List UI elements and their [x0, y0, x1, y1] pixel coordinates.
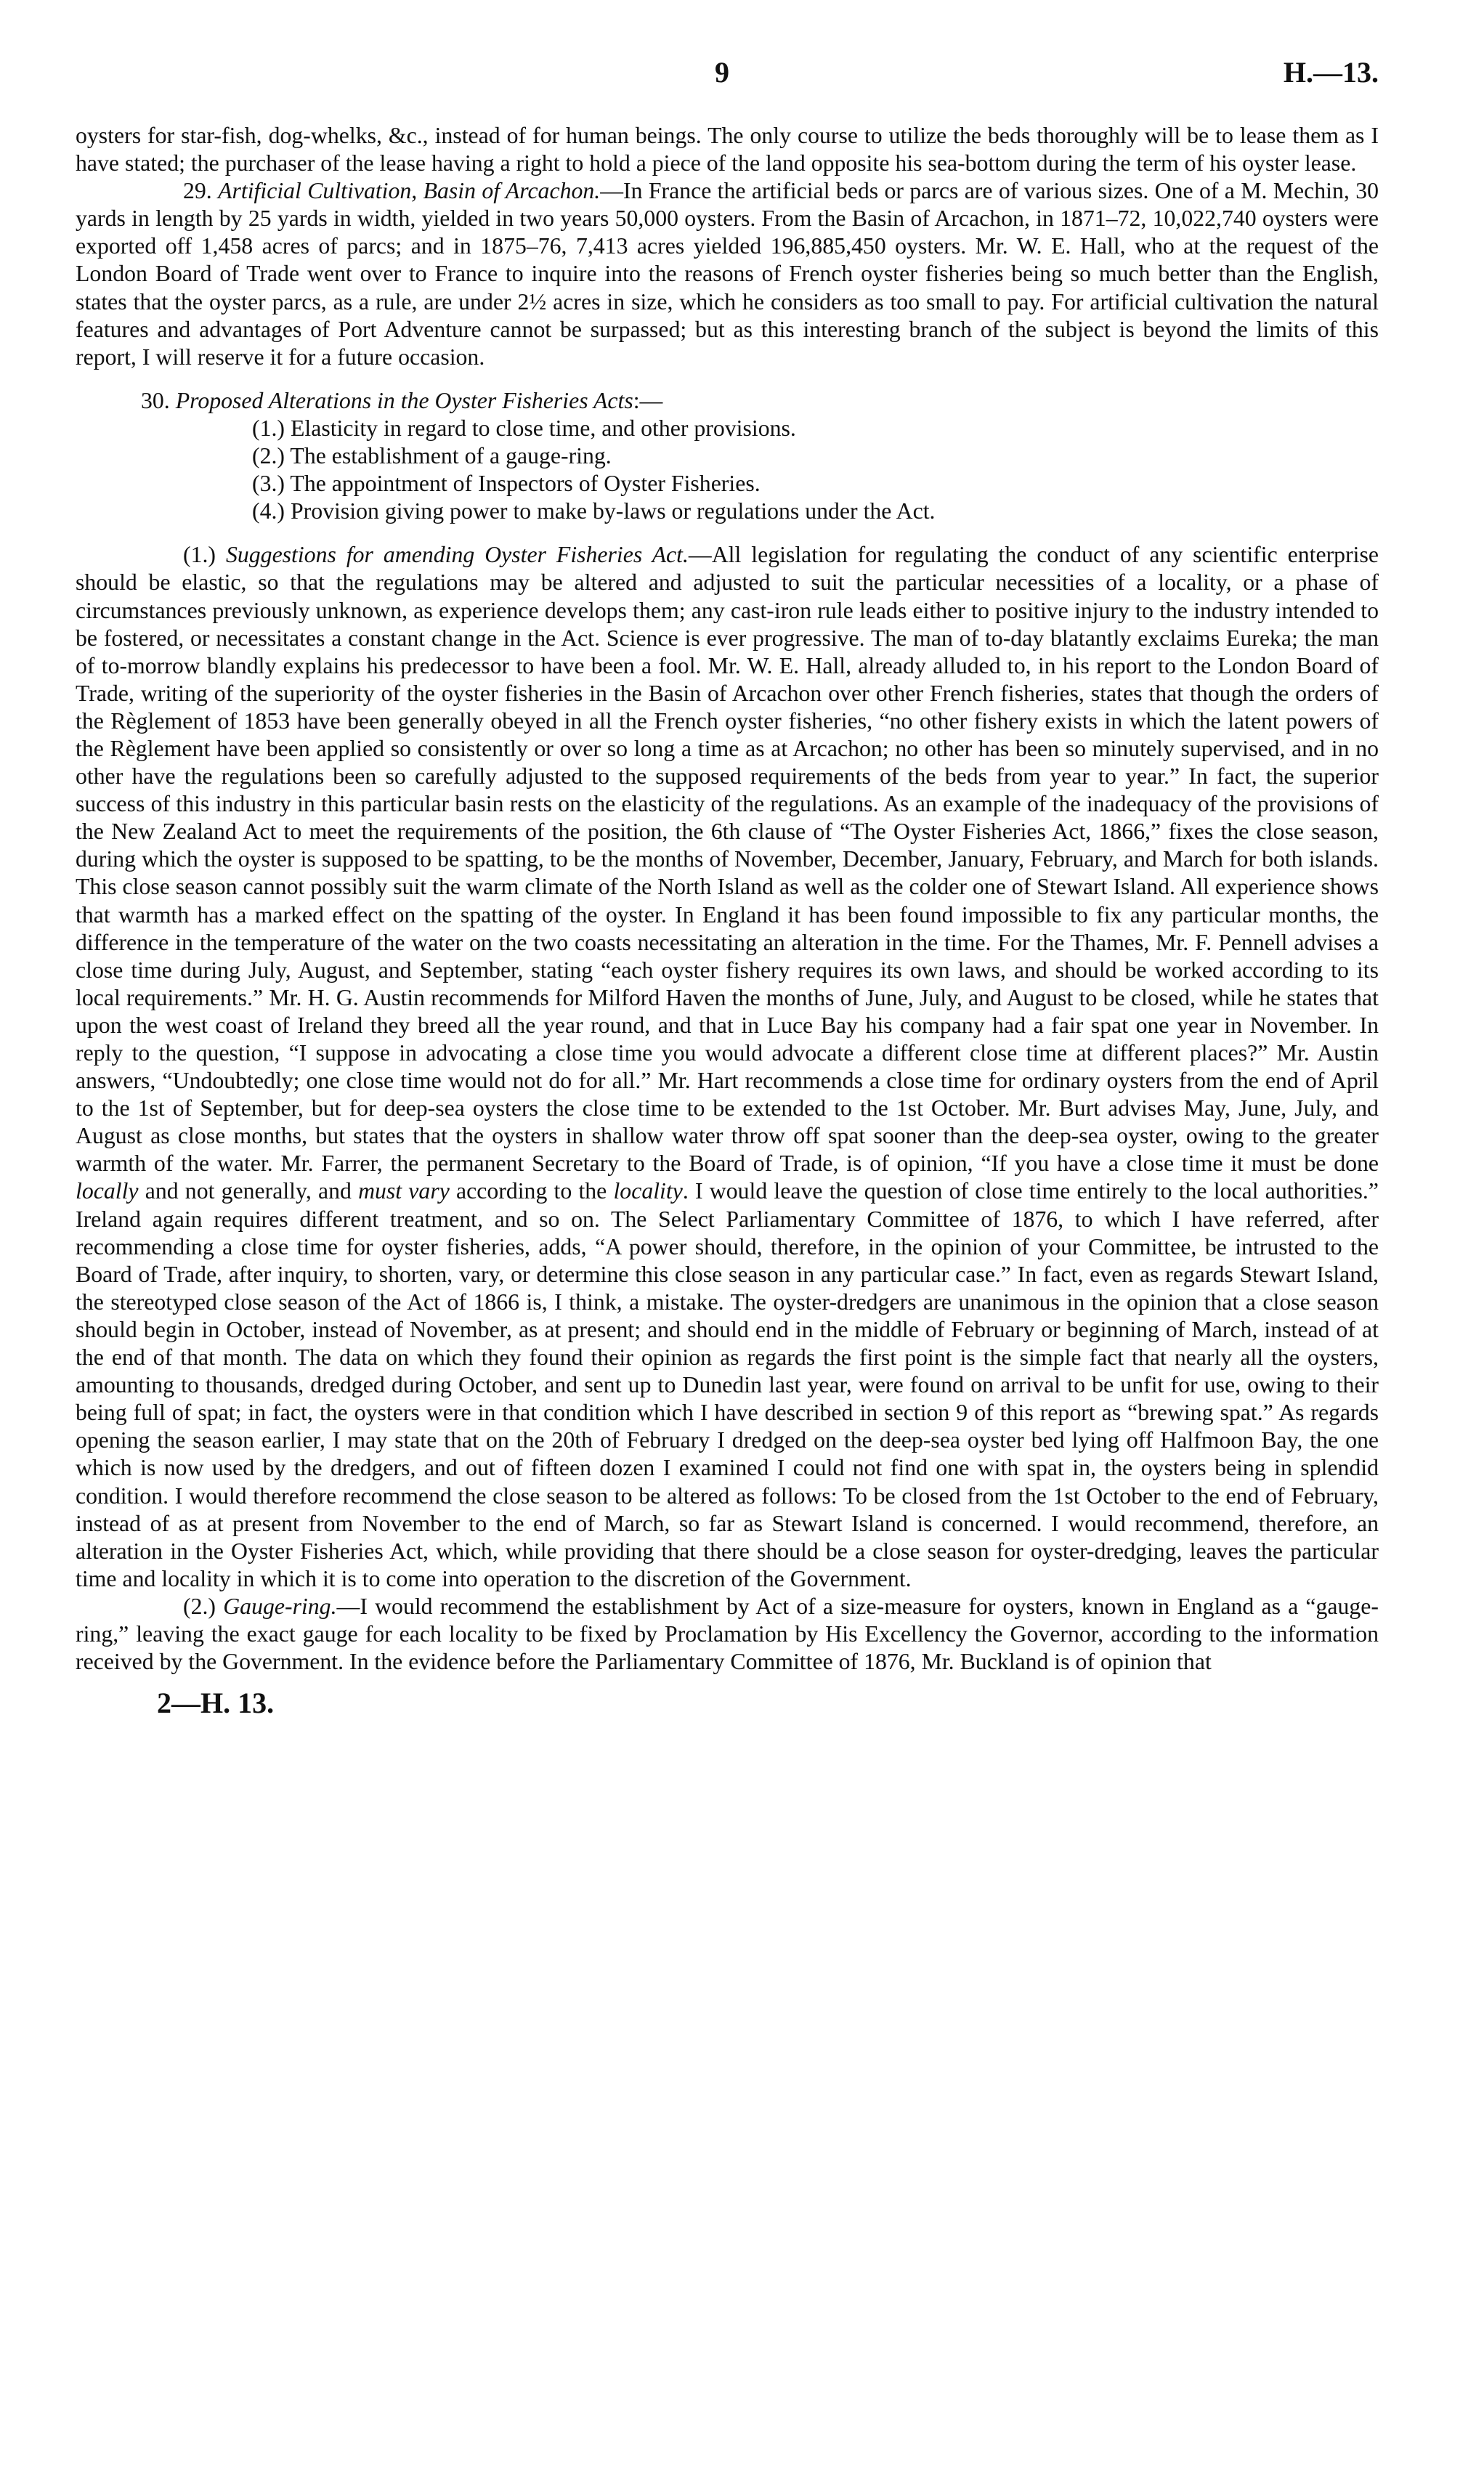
subsection-2-paragraph — [76, 1593, 1379, 1676]
section-29-number: 29. — [183, 178, 212, 204]
list-item: (2.) The establishment of a gauge-ring. — [252, 443, 612, 469]
subsection-1-text-b: and not generally, and — [138, 1178, 359, 1204]
section-30-heading — [76, 387, 1379, 415]
section-29-text: —In France the artificial beds or parcs are of various sizes. One of a M. Mechin, 30 yards in length by 25 yards in width, yielded in two years 50,000 oysters. From the Basin of Arcachon, in 1871–72, 10,022,740 oysters were exported off 1,458 acres of parcs; and in 1875–76, 7,413 acres yielded 196,885,450 oysters. Mr. W. E. Hall, who at the request of the London Board of Trade went over to France to inquire into the reasons of French oyster fisheries being so much better than the English, states that the oyster parcs, as a rule, are under 2½ acres in size, which he considers as too small to pay. For artificial cultivation the natural features and advantages of Port Adventure cannot be surpassed; but as this interesting branch of the subject is beyond the limits of this report, I will reserve it for a future occasion. — [76, 178, 1379, 370]
subsection-1-text-c: according to the — [449, 1178, 614, 1204]
continuation-paragraph: oysters for star-fish, dog-whelks, &c., instead of for human beings. The only course to utilize the beds thoroughly will be to lease them as I have stated; the purchaser of the lease having a right to hold a piece of the land opposite his sea-bottom during the term of his oyster lease. — [76, 123, 1379, 177]
document-page — [76, 44, 1379, 1720]
signature-mark: 2—H. 13. — [157, 1687, 275, 1720]
subsection-1-paragraph — [76, 541, 1379, 1593]
list-item: (3.) The appointment of Inspectors of Oyster Fisheries. — [252, 471, 761, 497]
section-30-title-suffix: :— — [633, 387, 663, 413]
section-30-title: Proposed Alterations in the Oyster Fisheries Acts — [175, 387, 633, 413]
subsection-1-title: Suggestions for amending Oyster Fisheries Act. — [225, 542, 689, 568]
body-text — [76, 122, 1379, 1676]
subsection-1-text-a: —All legislation for regulating the conduct of any scientific enterprise should be elastic, so that the regulations may be altered and adjusted to suit the particular necessities of a locality, or a phase of circumstances previously unknown, as experience develops them; any cast-iron rule leads either to positive injury to the industry intended to be fostered, or necessitates a constant change in the Act. Science is ever progressive. The man of to-day blatantly exclaims Eureka; the man of to-morrow blandly explains his predecessor to have been a fool. Mr. W. E. Hall, already alluded to, in his report to the London Board of Trade, writing of the superiority of the oyster fisheries in the Basin of Arcachon over other French fisheries, states that though the orders of the Règlement of 1853 have been generally obeyed in all the French oyster fisheries, “no other fishery exists in which the latent powers of the Règlement have been applied so consistently or over so long a time as at Arcachon; no other has been so minutely supervised, and in no other have the regulations been so carefully adjusted to the supposed requirements of the beds from year to year.” In fact, the superior success of this industry in this particular basin rests on the elasticity of the regulations. As an example of the inadequacy of the provisions of the New Zealand Act to meet the requirements of the position, the 6th clause of “The Oyster Fisheries Act, 1866,” fixes the close season, during which the oyster is supposed to be spatting, to be the months of November, December, January, February, and March for both islands. This close season cannot possibly suit the warm climate of the North Island as well as the colder one of Stewart Island. All experience shows that warmth has a marked effect on the spatting of the oyster. In England it has been found impossible to fix any particular months, the difference in the temperature of the water on the two coasts necessitating an alteration in the time. For the Thames, Mr. F. Pennell advises a close time during July, August, and September, stating “each oyster fishery requires its own laws, and should be worked according to its local requirements.” Mr. H. G. Austin recommends for Milford Haven the months of June, July, and August to be closed, while he states that upon the west coast of Ireland they breed all the year round, and that in Luce Bay his company had a fair spat one year in November. In reply to the question, “I suppose in advocating a close time you would advocate a different close time at different places?” Mr. Austin answers, “Undoubtedly; one close time would not do for all.” Mr. Hart recommends a close time for ordinary oysters from the end of April to the 1st of September, but for deep-sea oysters the close time to be extended to the 1st October. Mr. Burt advises May, June, July, and August as close months, but states that the oysters in shallow water throw off spat sooner than the deep-sea oyster, owing to the greater warmth of the water. Mr. Farrer, the permanent Secretary to the Board of Trade, is of opinion, “If you have a close time it must be done — [76, 542, 1379, 1177]
emphasis-locality: locality — [613, 1178, 683, 1204]
proposed-alterations-list — [76, 415, 1379, 525]
list-item: (1.) Elasticity in regard to close time, and other provisions. — [252, 415, 796, 441]
subsection-1-text-d: . I would leave the question of close time entirely to the local authorities.” Ireland again requires different treatment, and so on. The Select Parliamentary Committee of 1876, to which I have referred, after recommending a close time for oyster fisheries, adds, “A power should, therefore, in the opinion of your Committee, be intrusted to the Board of Trade, after inquiry, to shorten, vary, or determine this close season in any particular case.” In fact, even as regards Stewart Island, the stereotyped close season of the Act of 1866 is, I think, a mistake. The oyster-dredgers are unanimous in the opinion that a close season should begin in October, instead of November, as at present; and should end in the middle of February or beginning of March, instead of at the end of that month. The data on which they found their opinion as regards the first point is the simple fact that nearly all the oysters, amounting to thousands, dredged during October, and sent up to Dunedin last year, were found on arrival to be unfit for use, owing to their being full of spat; in fact, the oysters were in that condition which I have described in section 9 of this report as “brewing spat.” As regards opening the season earlier, I may state that on the 20th of February I dredged on the deep-sea oyster bed lying off Halfmoon Bay, the one which is now used by the dredgers, and out of fifteen dozen I examined I could not find one with spat in, the oysters being in splendid condition. I would therefore recommend the close season to be altered as follows: To be closed from the 1st October to the end of February, instead of as at present from November to the end of March, so far as Stewart Island is concerned. I would recommend, therefore, an alteration in the Oyster Fisheries Act, which, while providing that there should be a close season for oyster-dredging, leaves the particular time and locality in which it is to come into operation to the discretion of the Government. — [76, 1178, 1379, 1591]
subsection-2-title: Gauge-ring. — [223, 1593, 337, 1619]
subsection-2-number: (2.) — [183, 1593, 216, 1619]
section-29-paragraph — [76, 177, 1379, 371]
section-29-title: Artificial Cultivation, Basin of Arcachon. — [218, 178, 601, 204]
document-id: H.—13. — [1283, 56, 1379, 89]
page-number: 9 — [715, 56, 729, 89]
page-header — [76, 44, 1379, 102]
section-30-number: 30. — [141, 387, 170, 413]
subsection-2-text: —I would recommend the establishment by Act of a size-measure for oysters, known in England as a “gauge-ring,” leaving the exact gauge for each locality to be fixed by Proclamation by His Excellency the Governor, according to the information received by the Government. In the evidence before the Parliamentary Committee of 1876, Mr. Buckland is of opinion that — [76, 1593, 1379, 1675]
emphasis-must-vary: must vary — [358, 1178, 450, 1204]
list-item: (4.) Provision giving power to make by-laws or regulations under the Act. — [252, 498, 936, 524]
emphasis-locally: locally — [76, 1178, 139, 1204]
subsection-1-number: (1.) — [183, 542, 216, 568]
